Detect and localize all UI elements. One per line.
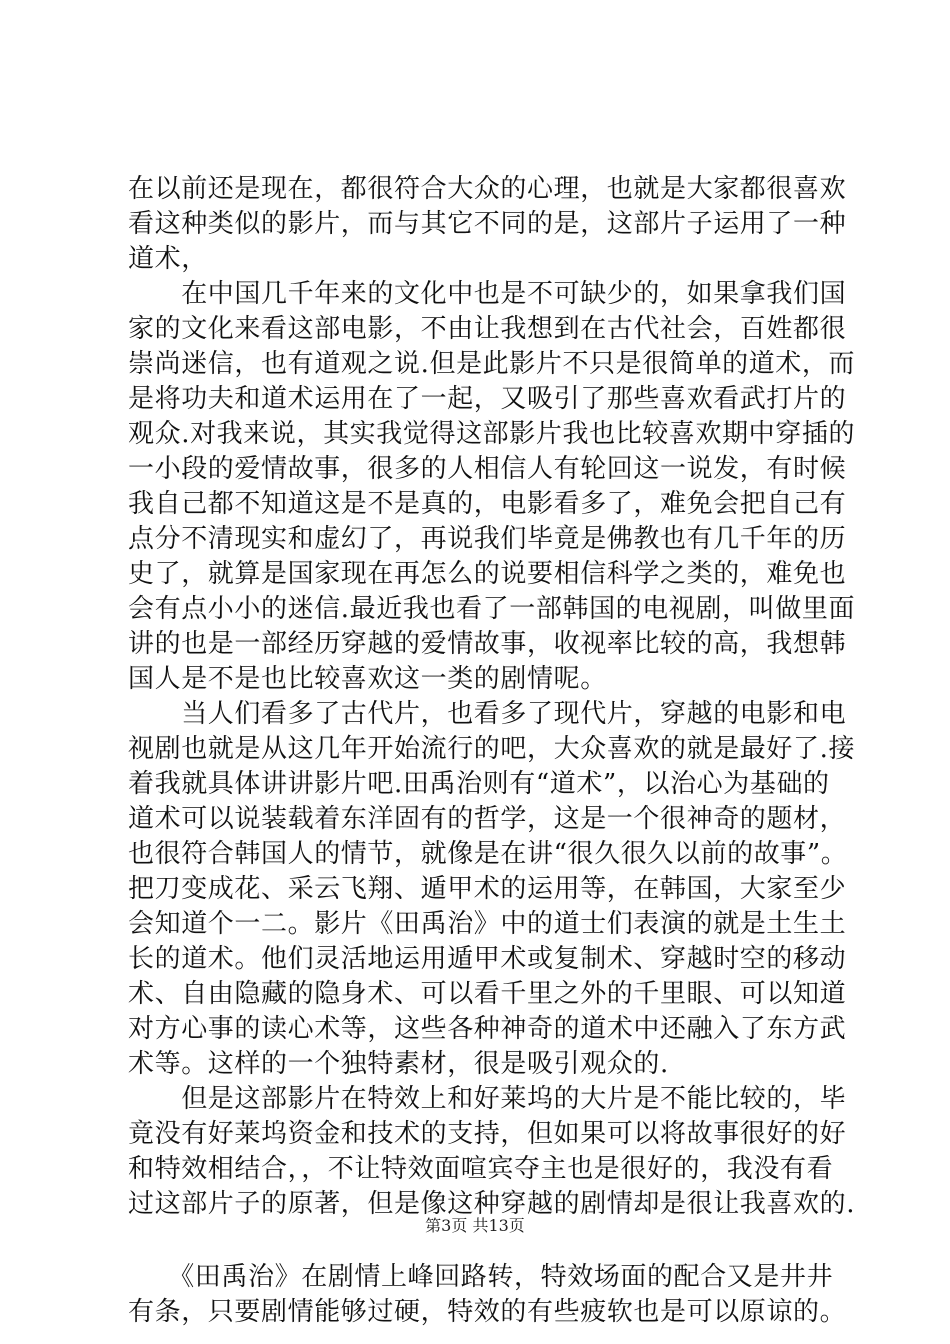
text-line: 会知道个一二。影片《田禹治》中的道士们表演的就是土生土 (128, 909, 847, 939)
text-line: 道术， (128, 244, 208, 274)
text-line: 长的道术。他们灵活地运用遁甲术或复制术、穿越时空的移动 (128, 944, 847, 974)
text-line: 国人是不是也比较喜欢这一类的剧情呢。 (128, 664, 607, 694)
text-line: 但是这部影片在特效上和好莱坞的大片是不能比较的，毕 (128, 1084, 847, 1114)
text-line: 也很符合韩国人的情节，就像是在讲“很久很久以前的故事”。 (128, 839, 848, 869)
text-line: 有条，只要剧情能够过硬，特效的有些疲软也是可以原谅的。 (128, 1297, 847, 1327)
text-line: 和特效相结合，，不让特效面喧宾夺主也是很好的，我没有看 (128, 1154, 834, 1184)
text-line: 看这种类似的影片，而与其它不同的是，这部片子运用了一种 (128, 209, 847, 239)
text-line: 《田禹治》在剧情上峰回路转，特效场面的配合又是井井 (128, 1262, 834, 1292)
document-body (128, 172, 856, 1330)
text-line: 是将功夫和道术运用在了一起，又吸引了那些喜欢看武打片的 (128, 384, 847, 414)
text-line: 术、自由隐藏的隐身术、可以看千里之外的千里眼、可以知道 (128, 979, 847, 1009)
text-line: 会有点小小的迷信.最近我也看了一部韩国的电视剧，叫做里面 (128, 594, 856, 624)
text-line: 当人们看多了古代片，也看多了现代片，穿越的电影和电 (128, 699, 847, 729)
text-line: 过这部片子的原著，但是像这种穿越的剧情却是很让我喜欢的. (128, 1189, 856, 1219)
text-line: 史了，就算是国家现在再怎么的说要相信科学之类的，难免也 (128, 559, 847, 589)
text-line: 在以前还是现在，都很符合大众的心理，也就是大家都很喜欢 (128, 174, 847, 204)
text-line: 着我就具体讲讲影片吧.田禹治则有“道术”，以治心为基础的 (128, 769, 830, 799)
text-line: 崇尚迷信，也有道观之说.但是此影片不只是很简单的道术，而 (128, 349, 856, 379)
text-line: 把刀变成花、采云飞翔、遁甲术的运用等，在韩国，大家至少 (128, 874, 847, 904)
text-line: 一小段的爱情故事，很多的人相信人有轮回这一说发，有时候 (128, 454, 847, 484)
text-line: 家的文化来看这部电影，不由让我想到在古代社会，百姓都很 (128, 314, 847, 344)
text-line: 点分不清现实和虚幻了，再说我们毕竟是佛教也有几千年的历 (128, 524, 847, 554)
text-line: 术等。这样的一个独特素材，很是吸引观众的. (128, 1049, 669, 1079)
text-line: 对方心事的读心术等，这些各种神奇的道术中还融入了东方武 (128, 1014, 847, 1044)
text-line: 观众.对我来说，其实我觉得这部影片我也比较喜欢期中穿插的 (128, 419, 856, 449)
text-line: 讲的也是一部经历穿越的爱情故事，收视率比较的高，我想韩 (128, 629, 847, 659)
text-line: 道术可以说装载着东洋固有的哲学，这是一个很神奇的题材， (128, 804, 847, 834)
text-line: 我自己都不知道这是不是真的，电影看多了，难免会把自己有 (128, 489, 847, 519)
text-line: 在中国几千年来的文化中也是不可缺少的，如果拿我们国 (128, 279, 847, 309)
text-line: 视剧也就是从这几年开始流行的吧，大众喜欢的就是最好了.接 (128, 734, 856, 764)
text-line: 竟没有好莱坞资金和技术的支持，但如果可以将故事很好的好 (128, 1119, 847, 1149)
page-footer: 第3页 共13页 (425, 1216, 525, 1235)
